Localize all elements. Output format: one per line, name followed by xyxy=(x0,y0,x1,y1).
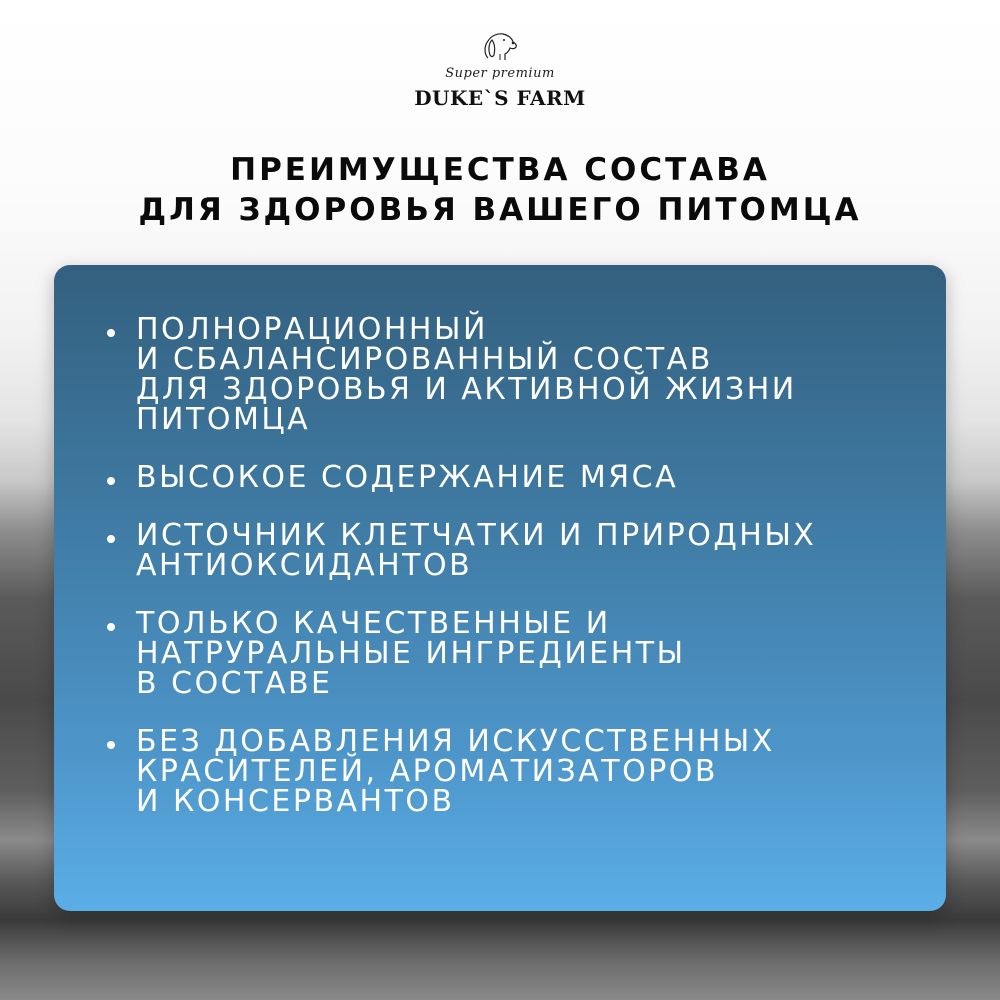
logo-brand-name: DUKE`S FARM xyxy=(414,86,586,110)
benefit-item xyxy=(54,724,946,819)
page-title-line: ПРЕИМУЩЕСТВА СОСТАВА xyxy=(230,152,770,188)
bullet-icon xyxy=(107,329,115,337)
benefits-card xyxy=(54,265,946,911)
logo-tagline: Super premium xyxy=(445,66,555,81)
benefit-text-line: ПОЛНОРАЦИОННЫЙ xyxy=(136,312,488,347)
benefit-text-line: И СБАЛАНСИРОВАННЫЙ СОСТАВ xyxy=(136,342,713,377)
benefit-text-line: В СОСТАВЕ xyxy=(136,666,333,701)
benefit-text-line: ТОЛЬКО КАЧЕСТВЕННЫЕ И xyxy=(136,606,611,641)
benefit-text-line: КРАСИТЕЛЕЙ, АРОМАТИЗАТОРОВ xyxy=(136,754,718,789)
benefit-text-line: БЕЗ ДОБАВЛЕНИЯ ИСКУССТВЕННЫХ xyxy=(136,724,775,759)
benefit-text-line: ДЛЯ ЗДОРОВЬЯ И АКТИВНОЙ ЖИЗНИ xyxy=(136,372,797,407)
benefit-item xyxy=(54,518,946,583)
page-title xyxy=(0,150,1000,230)
benefit-text-line: ВЫСОКОЕ СОДЕРЖАНИЕ МЯСА xyxy=(136,460,679,495)
benefit-text-line: НАТРУРАЛЬНЫЕ ИНГРЕДИЕНТЫ xyxy=(136,636,686,671)
benefit-text-line: ИСТОЧНИК КЛЕТЧАТКИ И ПРИРОДНЫХ xyxy=(136,518,817,553)
bullet-icon xyxy=(107,623,115,631)
benefits-list xyxy=(54,312,946,845)
bullet-icon xyxy=(107,741,115,749)
page-title-line: ДЛЯ ЗДОРОВЬЯ ВАШЕГО ПИТОМЦА xyxy=(138,192,862,228)
benefit-item xyxy=(54,460,946,495)
bullet-icon xyxy=(107,477,115,485)
benefit-item xyxy=(54,606,946,701)
benefit-item xyxy=(54,312,946,437)
benefit-text-line: АНТИОКСИДАНТОВ xyxy=(136,548,473,583)
benefit-text-line: И КОНСЕРВАНТОВ xyxy=(136,784,455,819)
dog-icon xyxy=(478,28,520,64)
benefit-text-line: ПИТОМЦА xyxy=(136,402,311,437)
brand-logo xyxy=(400,28,600,118)
bullet-icon xyxy=(107,535,115,543)
